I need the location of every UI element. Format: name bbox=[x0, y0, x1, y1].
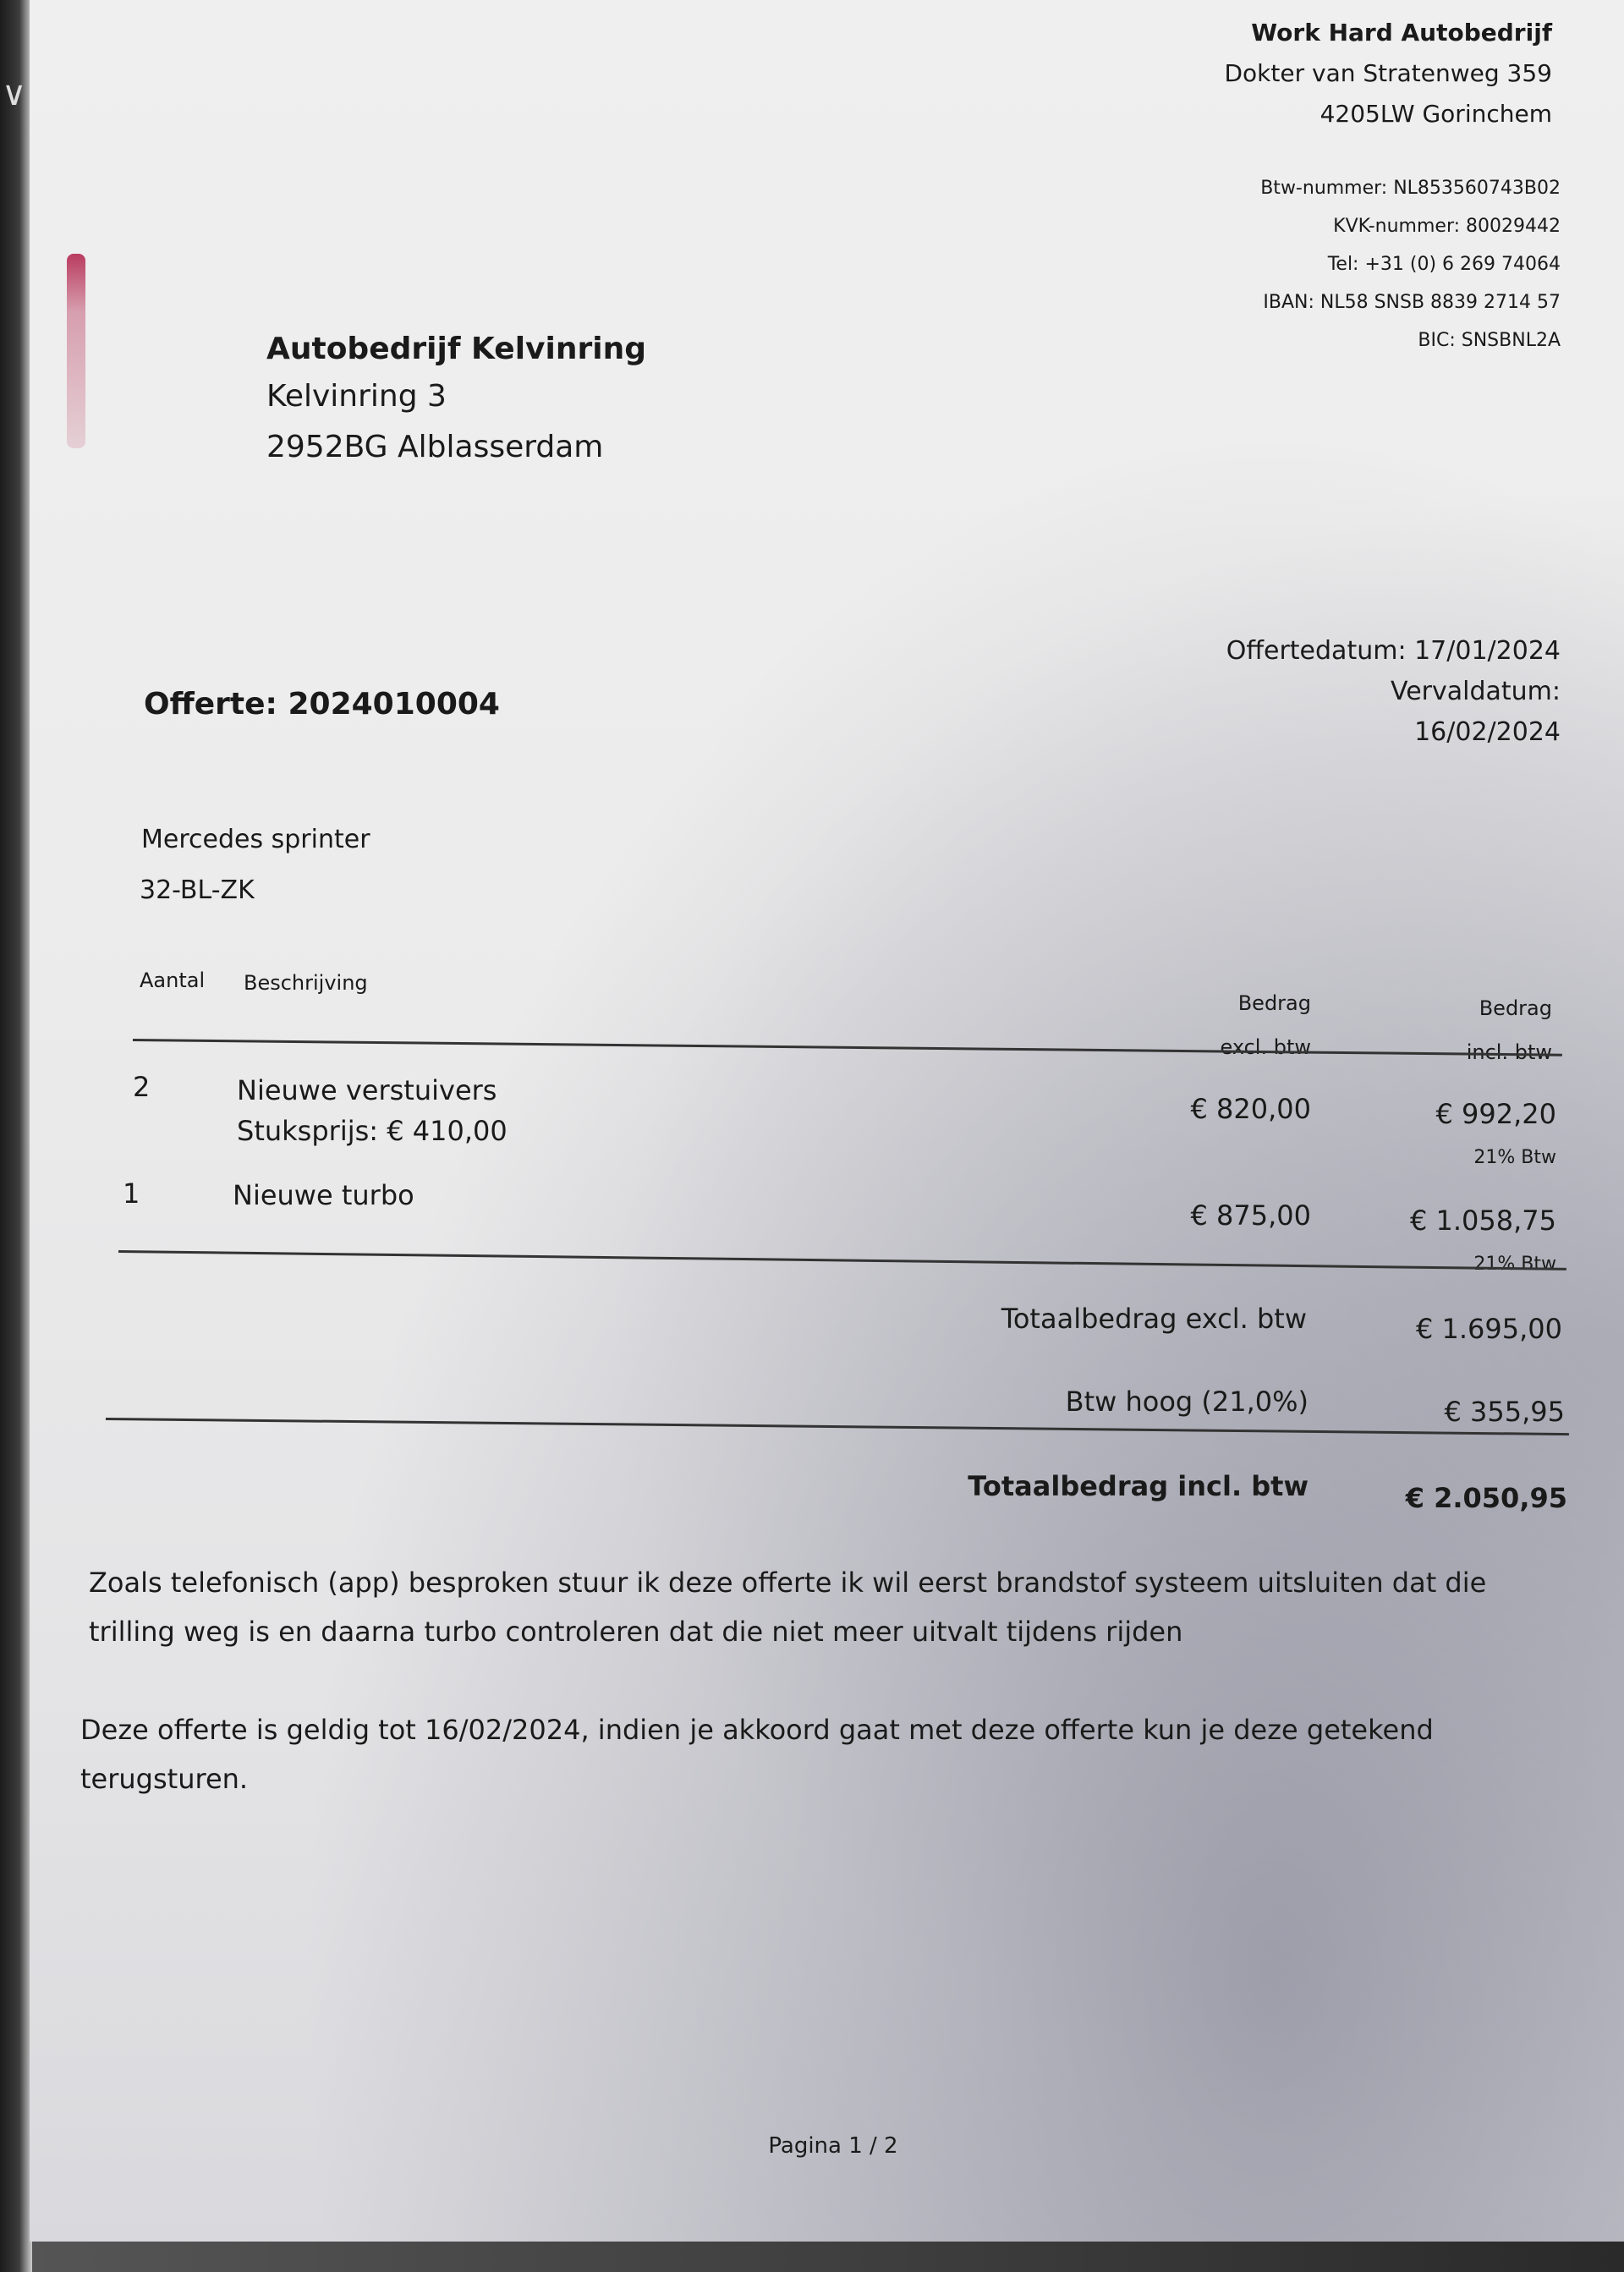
row2-qty: 1 bbox=[123, 1177, 140, 1210]
recipient-street: Kelvinring 3 bbox=[266, 379, 447, 414]
sender-name: Work Hard Autobedrijf bbox=[1251, 19, 1552, 47]
sender-bic: BIC: SNSBNL2A bbox=[1418, 330, 1561, 351]
quote-document bbox=[30, 0, 1624, 2242]
recipient-name: Autobedrijf Kelvinring bbox=[266, 332, 646, 366]
note-paragraph-2: Deze offerte is geldig tot 16/02/2024, indien je akkoord gaat met deze offerte kun je deze getekend terugsturen. bbox=[80, 1714, 1434, 1795]
header-incl-line1: Bedrag bbox=[1479, 996, 1552, 1020]
vat-value: € 355,95 bbox=[1444, 1396, 1565, 1428]
vat-label: Btw hoog (21,0%) bbox=[1065, 1386, 1309, 1418]
sender-city: 4205LW Gorinchem bbox=[1320, 100, 1552, 128]
quote-date: Offertedatum: 17/01/2024 bbox=[1226, 636, 1561, 666]
header-incl-line2: incl. btw bbox=[1466, 1040, 1552, 1064]
row1-qty: 2 bbox=[133, 1071, 151, 1103]
due-label: Vervaldatum: bbox=[1391, 677, 1561, 706]
row1-incl: € 992,20 bbox=[1435, 1098, 1556, 1130]
row2-description: Nieuwe turbo bbox=[233, 1179, 414, 1211]
sender-iban: IBAN: NL58 SNSB 8839 2714 57 bbox=[1263, 292, 1561, 313]
chevron-icon: ∨ bbox=[2, 74, 27, 113]
note-paragraph-1: Zoals telefonisch (app) besproken stuur ik deze offerte ik wil eerst brandstof systeem uitsluiten dat die trilling weg is en daarna turbo controleren dat die niet meer uitvalt tijdens rijden bbox=[89, 1567, 1487, 1648]
row1-description: Nieuwe verstuivers bbox=[237, 1074, 497, 1106]
header-qty: Aantal bbox=[140, 969, 206, 992]
row1-vat: 21% Btw bbox=[1473, 1147, 1556, 1168]
total-excl-value: € 1.695,00 bbox=[1415, 1313, 1562, 1345]
sender-phone: Tel: +31 (0) 6 269 74064 bbox=[1327, 254, 1561, 275]
scanner-edge bbox=[0, 0, 32, 2272]
total-incl-value: € 2.050,95 bbox=[1405, 1482, 1567, 1514]
recipient-city: 2952BG Alblasserdam bbox=[266, 430, 604, 464]
sender-kvk: KVK-nummer: 80029442 bbox=[1333, 216, 1561, 237]
header-excl-line1: Bedrag bbox=[1237, 991, 1311, 1015]
row1-excl: € 820,00 bbox=[1190, 1093, 1311, 1125]
sender-vat: Btw-nummer: NL853560743B02 bbox=[1260, 178, 1561, 199]
quote-title: Offerte: 2024010004 bbox=[144, 687, 500, 722]
sender-street: Dokter van Stratenweg 359 bbox=[1224, 59, 1552, 87]
vehicle-plate: 32-BL-ZK bbox=[140, 875, 255, 905]
total-excl-label: Totaalbedrag excl. btw bbox=[1001, 1303, 1307, 1335]
row1-unit-price: Stuksprijs: € 410,00 bbox=[237, 1115, 508, 1147]
ink-stain bbox=[67, 254, 85, 448]
total-incl-label: Totaalbedrag incl. btw bbox=[968, 1470, 1309, 1502]
due-date: 16/02/2024 bbox=[1414, 717, 1561, 747]
row2-vat: 21% Btw bbox=[1473, 1254, 1556, 1275]
vehicle-model: Mercedes sprinter bbox=[141, 825, 370, 854]
row2-incl: € 1.058,75 bbox=[1409, 1205, 1556, 1237]
header-description: Beschrijving bbox=[244, 971, 368, 995]
row2-excl: € 875,00 bbox=[1190, 1199, 1311, 1232]
header-excl-line2: excl. btw bbox=[1220, 1035, 1311, 1059]
page-number: Pagina 1 / 2 bbox=[768, 2133, 898, 2159]
